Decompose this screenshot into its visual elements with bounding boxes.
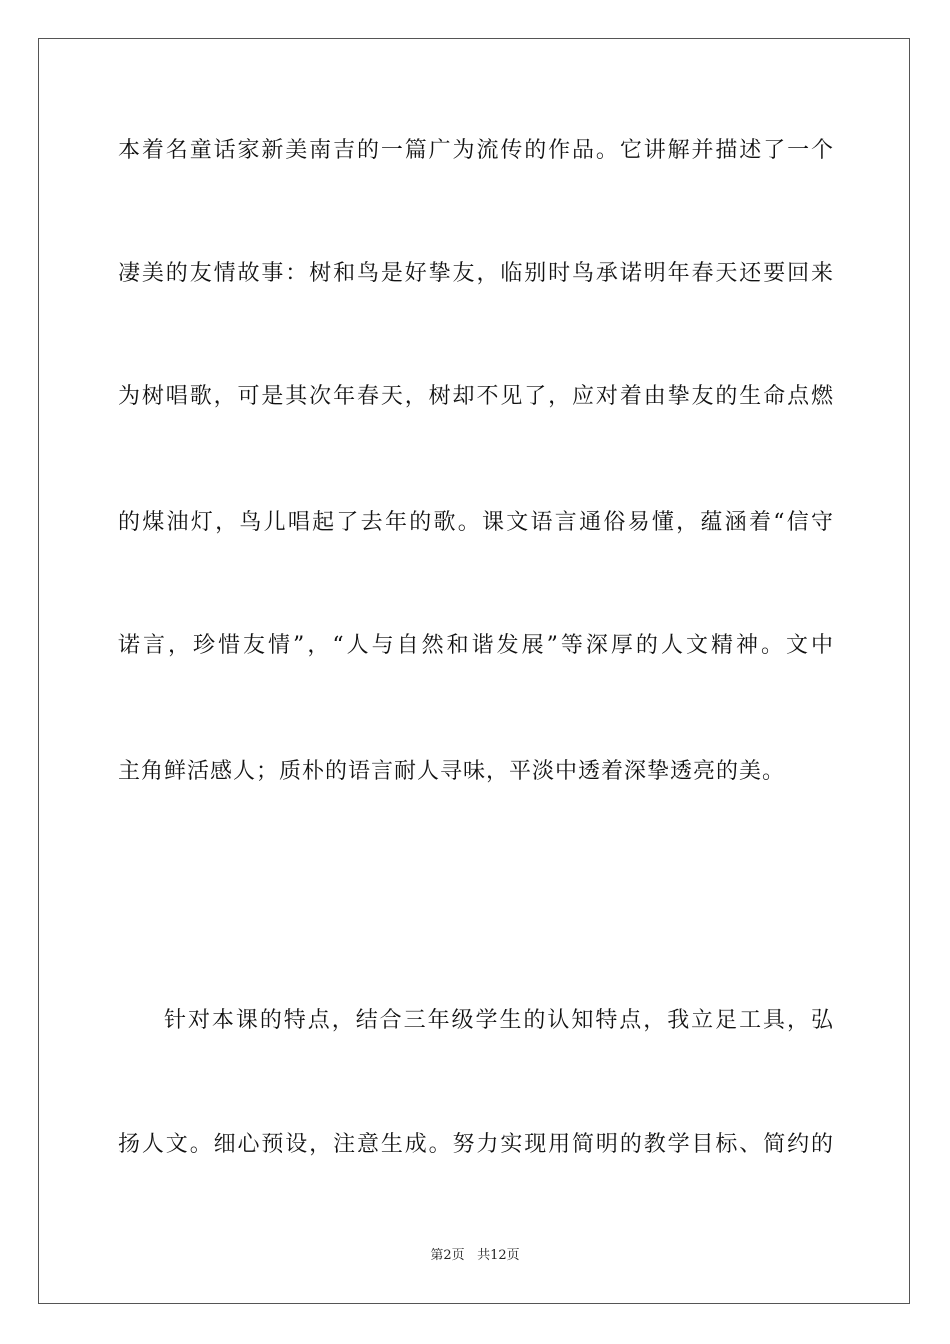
text-line: 诺言，珍惜友情”，“人与自然和谐发展”等深厚的人文精神。文中	[118, 633, 834, 658]
text-line: 针对本课的特点，结合三年级学生的认知特点，我立足工具，弘	[164, 1008, 834, 1033]
text-line: 主角鲜活感人；质朴的语言耐人寻味，平淡中透着深挚透亮的美。	[118, 759, 786, 784]
page-number: 第2页	[430, 1248, 465, 1263]
text-line: 凄美的友情故事：树和鸟是好挚友，临别时鸟承诺明年春天还要回来	[118, 261, 834, 286]
page-total: 共12页	[477, 1248, 520, 1263]
text-line: 本着名童话家新美南吉的一篇广为流传的作品。它讲解并描述了一个	[118, 138, 834, 163]
page-border	[38, 38, 910, 1304]
text-line: 为树唱歌，可是其次年春天，树却不见了，应对着由挚友的生命点燃	[118, 384, 834, 409]
text-line: 的煤油灯，鸟儿唱起了去年的歌。课文语言通俗易懂，蕴涵着“信守	[118, 510, 834, 535]
text-line: 扬人文。细心预设，注意生成。努力实现用简明的教学目标、简约的	[118, 1132, 834, 1157]
page-footer	[0, 1247, 950, 1265]
